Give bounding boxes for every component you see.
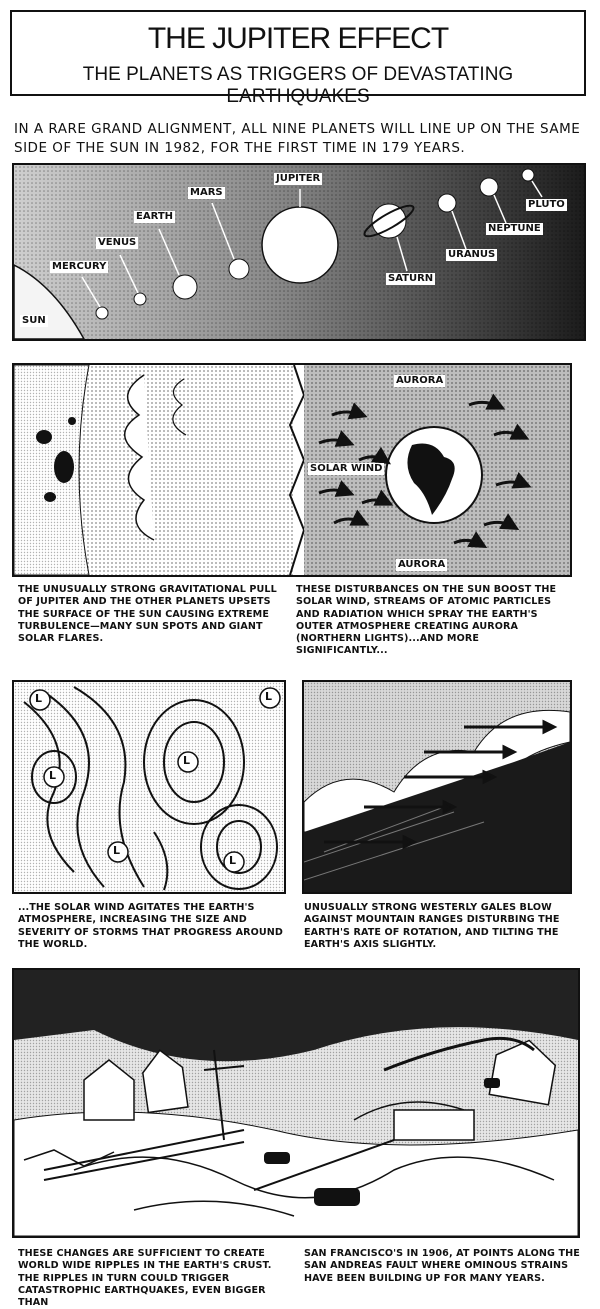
label-mercury: MERCURY — [52, 261, 107, 272]
label-uranus: URANUS — [448, 249, 496, 260]
mercury-shape — [96, 307, 108, 319]
caption-gales: UNUSUALLY STRONG WESTERLY GALES BLOW AGAINST MOUNTAIN RANGES DISTURBING THE EARTH'S RATE OF ROTATION, AND TILTING THE EARTH'S AXIS SLIGHTLY. — [304, 902, 560, 950]
jupiter-shape — [262, 207, 338, 283]
sun-corona — [79, 365, 294, 575]
caption-sun-turbulence: THE UNUSUALLY STRONG GRAVITATIONAL PULL OF JUPITER AND THE OTHER PLANETS UPSETS THE SURFACE OF THE SUN CAUSING EXTREME TURBULENCE—MANY SUN SPOTS AND GIANT SOLAR FLARES. — [18, 584, 277, 645]
label-sun: SUN — [22, 315, 46, 326]
sun-surface — [14, 365, 89, 575]
panel-sun-solar-wind — [12, 363, 572, 577]
intro-text: IN A RARE GRAND ALIGNMENT, ALL NINE PLANETS WILL LINE UP ON THE SAME SIDE OF THE SUN IN 1982, FOR THE FIRST TIME IN 179 YEARS. — [14, 121, 581, 156]
low-marker-6: L — [265, 690, 273, 703]
title-box — [10, 10, 586, 107]
panel-storm-map — [12, 680, 286, 894]
sun-solar-wind-illustration — [14, 365, 570, 575]
label-earth: EARTH — [136, 211, 174, 222]
earth-shape — [173, 275, 197, 299]
label-aurora-bottom: AURORA — [398, 559, 446, 570]
venus-shape — [134, 293, 146, 305]
page-title: THE JUPITER EFFECT — [147, 22, 449, 55]
label-venus: VENUS — [98, 237, 137, 248]
label-neptune: NEPTUNE — [488, 223, 541, 234]
low-marker-3: L — [183, 754, 191, 767]
label-saturn: SATURN — [388, 273, 434, 284]
page-subtitle: THE PLANETS AS TRIGGERS OF DEVASTATING EARTHQUAKES — [82, 64, 514, 107]
pluto-shape — [522, 169, 534, 181]
panel-planet-alignment — [12, 163, 586, 341]
westerly-gales-illustration — [304, 682, 570, 892]
uranus-shape — [438, 194, 456, 212]
storm-map-illustration — [14, 682, 284, 892]
caption-storms: ...THE SOLAR WIND AGITATES THE EARTH'S ATMOSPHERE, INCREASING THE SIZE AND SEVERITY OF STORMS THAT PROGRESS AROUND THE WORLD. — [18, 902, 283, 950]
low-marker-5: L — [229, 854, 237, 867]
caption-san-andreas: SAN FRANCISCO'S IN 1906, AT POINTS ALONG THE SAN ANDREAS FAULT WHERE OMINOUS STRAINS HAVE BEEN BUILDING UP FOR MANY YEARS. — [304, 1248, 580, 1284]
planet-alignment-illustration — [14, 165, 584, 339]
neptune-shape — [480, 178, 498, 196]
panel-earthquake — [12, 968, 580, 1238]
label-aurora-top: AURORA — [396, 375, 444, 386]
label-mars: MARS — [190, 187, 223, 198]
label-jupiter: JUPITER — [276, 173, 321, 184]
low-marker-2: L — [49, 769, 57, 782]
caption-ripples: THESE CHANGES ARE SUFFICIENT TO CREATE WORLD WIDE RIPPLES IN THE EARTH'S CRUST. THE RIPPLES IN TURN COULD TRIGGER CATASTROPHIC EARTHQUAKES, EVEN BIGGER THAN — [18, 1248, 272, 1309]
label-pluto: PLUTO — [528, 199, 565, 210]
caption-solar-wind: THESE DISTURBANCES ON THE SUN BOOST THE SOLAR WIND, STREAMS OF ATOMIC PARTICLES AND RADIATION WHICH SPRAY THE EARTH'S OUTER ATMOSPHERE CREATING AURORA (NORTHERN LIGHTS)...AND MORE SIGNIFICANTLY... — [296, 584, 557, 657]
mars-shape — [229, 259, 249, 279]
low-marker-1: L — [35, 692, 43, 705]
low-marker-4: L — [113, 844, 121, 857]
panel-westerly-gales — [302, 680, 572, 894]
label-solar-wind: SOLAR WIND — [310, 463, 383, 474]
earthquake-illustration — [14, 970, 578, 1236]
